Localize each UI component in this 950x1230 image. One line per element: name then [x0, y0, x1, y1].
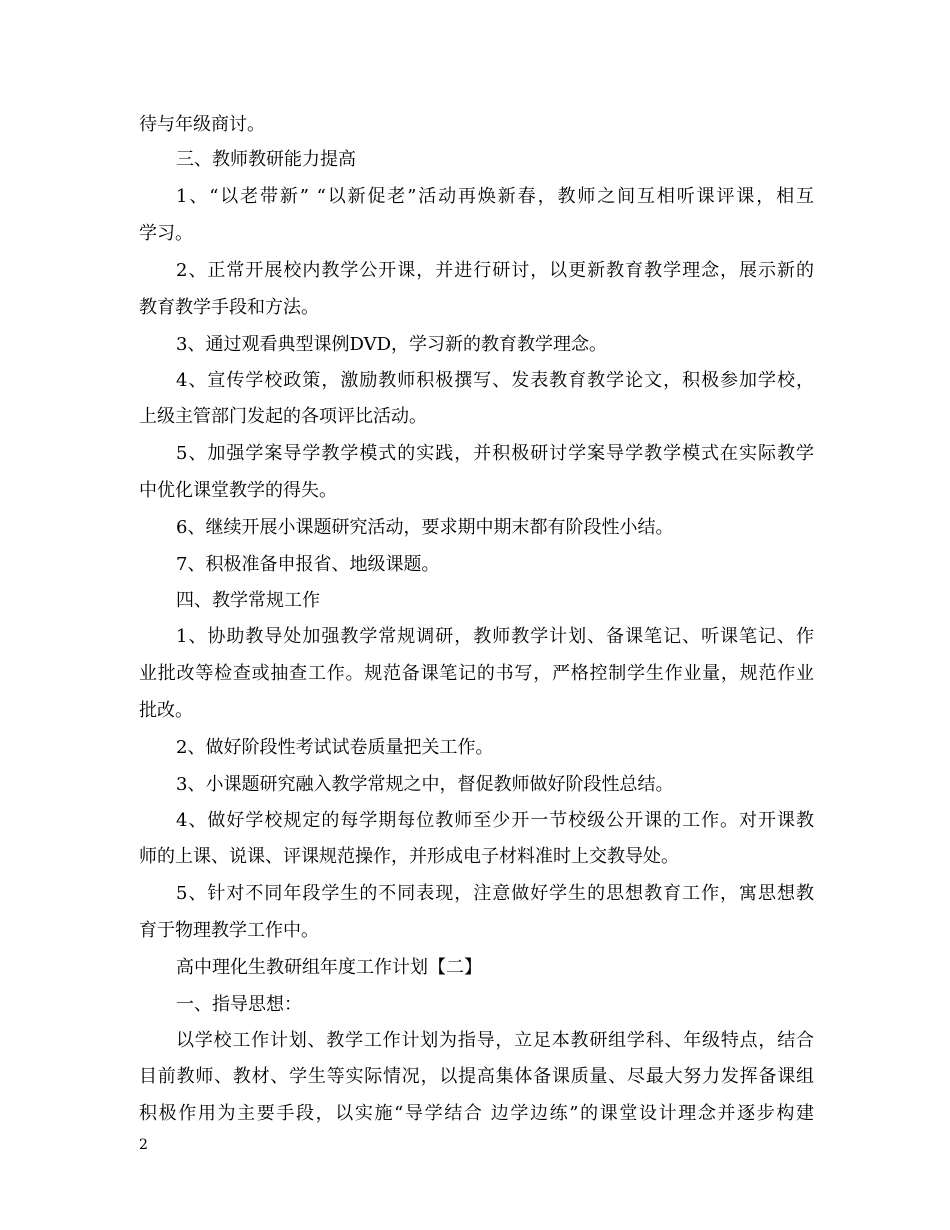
text-line: 上级主管部门发起的各项评比活动。: [139, 406, 427, 427]
page-number: 2: [139, 1137, 148, 1153]
text-line: 4、宣传学校政策，激励教师积极撰写、发表教育教学论文，积极参加学校，: [176, 370, 814, 391]
text-line: 6、继续开展小课题研究活动，要求期中期末都有阶段性小结。: [176, 517, 674, 538]
text-line: 目前教师、教材、学生等实际情况，以提高集体备课质量、尽最大努力发挥备课组: [139, 1066, 814, 1087]
text-line: 4、做好学校规定的每学期每位教师至少开一节校级公开课的工作。对开课教: [176, 810, 814, 831]
text-line: 学习。: [139, 223, 193, 244]
text-line: 批改。: [139, 700, 193, 721]
text-line: 师的上课、说课、评课规范操作，并形成电子材料准时上交教导处。: [139, 846, 679, 867]
text-line: 教育教学手段和方法。: [139, 297, 319, 318]
section-heading: 高中理化生教研组年度工作计划【二】: [176, 957, 482, 978]
text-line: 2、做好阶段性考试试卷质量把关工作。: [176, 737, 494, 758]
text-line: 1、协助教导处加强教学常规调研，教师教学计划、备课笔记、听课笔记、作: [176, 626, 814, 647]
text-line: 待与年级商讨。: [139, 114, 265, 135]
text-line: 中优化课堂教学的得失。: [139, 480, 337, 501]
text-line: 1、“以老带新” “以新促老”活动再焕新春，教师之间互相听课评课，相互: [176, 186, 814, 207]
text-line: 以学校工作计划、教学工作计划为指导，立足本教研组学科、年级特点，结合: [176, 1030, 814, 1051]
text-line: 业批改等检查或抽查工作。规范备课笔记的书写，严格控制学生作业量，规范作业: [139, 663, 814, 684]
section-heading: 四、教学常规工作: [176, 590, 320, 611]
text-line: 5、针对不同年段学生的不同表现，注意做好学生的思想教育工作，寓思想教: [176, 883, 814, 904]
text-line: 育于物理教学工作中。: [139, 920, 319, 941]
text-line: 3、小课题研究融入教学常规之中，督促教师做好阶段性总结。: [176, 774, 674, 795]
text-line: 7、积极准备申报省、地级课题。: [176, 554, 440, 575]
section-heading: 三、教师教研能力提高: [176, 149, 356, 170]
text-line: 2、正常开展校内教学公开课，并进行研讨，以更新教育教学理念，展示新的: [176, 260, 814, 281]
text-line: 5、加强学案导学教学模式的实践，并积极研讨学案导学教学模式在实际教学: [176, 443, 814, 464]
text-line: 3、通过观看典型课例DVD，学习新的教育教学理念。: [176, 334, 607, 355]
text-line: 积极作用为主要手段，以实施“导学结合 边学边练”的课堂设计理念并逐步构建: [139, 1103, 814, 1124]
section-heading: 一、指导思想：: [176, 994, 302, 1015]
